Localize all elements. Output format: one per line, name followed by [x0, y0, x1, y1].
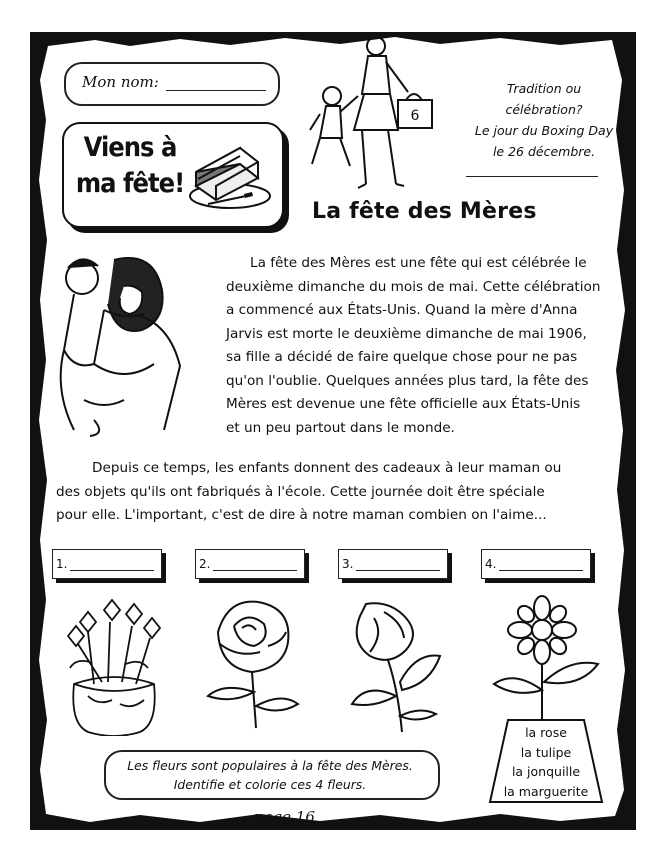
tradition-line-1: Tradition ou [506, 81, 582, 96]
answer-line-4 [499, 570, 583, 571]
shoppers-illustration [306, 34, 446, 190]
flower-name: la marguerite [503, 783, 589, 799]
paragraph-1-line: a commencé aux États-Unis. Quand la mère d'Anna [226, 302, 578, 318]
instruction-line-1: Les fleurs sont populaires à la fête des Mères. [127, 758, 413, 773]
answer-line-3 [356, 570, 440, 571]
tradition-line-2: célébration? [505, 102, 583, 117]
paragraph-1-line: Jarvis est morte le deuxième dimanche de mai 1906, [226, 325, 587, 342]
daisy-drawing[interactable] [484, 594, 608, 724]
tradition-answer-line[interactable] [466, 176, 598, 177]
rose-drawing[interactable] [198, 596, 302, 732]
party-banner-text [74, 130, 186, 202]
daffodil-pot-drawing[interactable] [60, 592, 166, 736]
paragraph-2 [56, 457, 612, 528]
answer-box-2[interactable] [195, 549, 305, 579]
paragraph-1-line: sa fille a décidé de faire quelque chose pour ne pas [226, 349, 578, 365]
page-number: page 16 [254, 808, 315, 826]
paragraph-1-line: deuxième dimanche du mois de mai. Cette célébration [226, 278, 601, 295]
instruction-line-2: Identifie et colorie ces 4 fleurs. [173, 777, 367, 792]
tradition-line-3: Le jour du Boxing Day [474, 123, 614, 138]
paragraph-2-line: des objets qu'ils ont fabriqués à l'école. Cette journée doit être spéciale [56, 483, 545, 500]
party-line-2: ma fête! [75, 168, 185, 199]
tradition-text [455, 78, 633, 162]
bag-number: 6 [410, 108, 420, 124]
flower-name: la tulipe [520, 744, 572, 760]
answer-box-3[interactable] [338, 549, 448, 579]
tradition-line-4: le 26 décembre. [492, 144, 596, 159]
paragraph-1-line: qu'on l'oublie. Quelques années plus tard, la fête des [226, 372, 589, 389]
party-line-1: Viens à [83, 132, 177, 163]
answer-number-1: 1. [56, 557, 68, 571]
paragraph-1-line: Mères est devenue une fête officielle aux États-Unis [226, 396, 581, 412]
answer-line-2 [213, 570, 297, 571]
flower-name: la rose [525, 725, 567, 740]
name-label: Mon nom: [82, 73, 159, 91]
paragraph-1-line: La fête des Mères est une fête qui est célébrée le [250, 255, 587, 271]
name-field-line[interactable] [166, 90, 266, 91]
answer-box-4[interactable] [481, 549, 591, 579]
answer-number-2: 2. [199, 557, 211, 571]
mother-child-illustration [44, 250, 194, 440]
paragraph-2-line: Depuis ce temps, les enfants donnent des cadeaux à leur maman ou [92, 460, 562, 476]
answer-number-3: 3. [342, 557, 354, 571]
flower-name: la jonquille [511, 764, 581, 779]
paragraph-2-line: pour elle. L'important, c'est de dire à notre maman combien on l'aime... [56, 507, 547, 523]
instruction-text [108, 756, 432, 794]
paragraph-1-line: et un peu partout dans le monde. [226, 419, 455, 436]
answer-number-4: 4. [485, 557, 497, 571]
flower-name-list [490, 723, 602, 801]
page-title: La fête des Mères [312, 199, 537, 224]
cake-icon [186, 138, 274, 214]
tulip-drawing[interactable] [344, 598, 448, 738]
answer-line-1 [70, 570, 154, 571]
answer-box-1[interactable] [52, 549, 162, 579]
paragraph-1 [226, 252, 610, 440]
